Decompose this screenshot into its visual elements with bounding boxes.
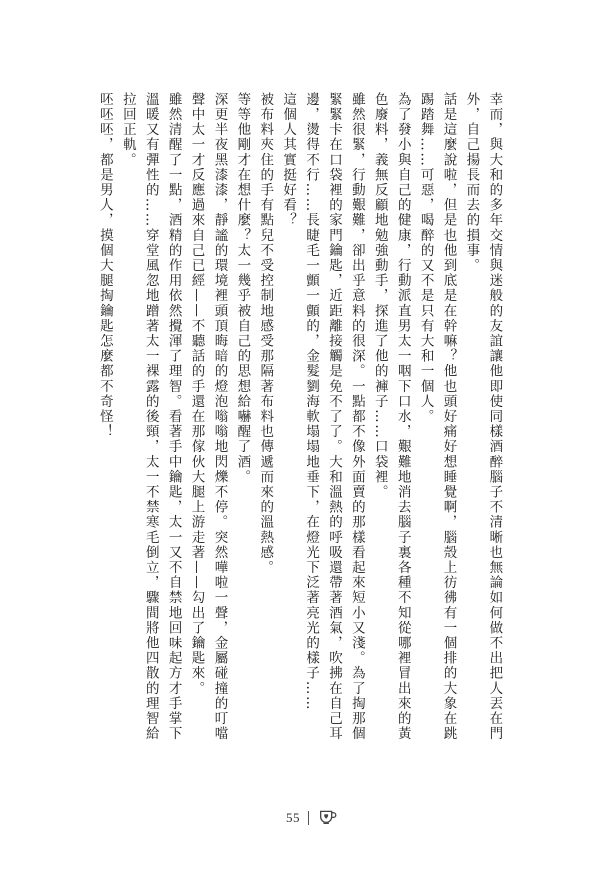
paragraph-1: 幸而，與大和的多年交情與迷般的友誼讓他即使同樣酒醉腦子不清晰也無論如何做不出把人丟在門外，自己揚長而去的損事。 [463, 92, 503, 742]
vertical-text-column [93, 92, 505, 752]
paragraph-5: 這個人其實挺好看？ [280, 92, 297, 228]
body-text [93, 92, 513, 752]
paragraph-4: 雖然很緊，行動艱難，卻出乎意料的很深。一點都不像外面賣的那樣看起來短小又淺。為了掏那個緊緊卡在口袋裡的家門鑰匙，近距離接觸是免不了了。大和溫熱的呼吸還帶著酒氣，吹拂在自己耳邊，燙得不行……長睫毛一顫一顫的，金髮劉海軟塌塌地垂下，在燈光下泛著亮光的樣子…… [303, 92, 365, 742]
paragraph-3: 為了發小與自己的健康，行動派直男太一咽下口水，艱難地消去腦子裏各種不知從哪裡冒出來的黃色廢料，義無反顧地勉強動手，探進了他的褲子……口袋裡。 [371, 92, 411, 742]
page-number: 55 [286, 810, 300, 825]
footer-divider [308, 811, 309, 825]
paragraph-8: 深更半夜黑漆漆，靜謐的環境裡頭頂晦暗的燈泡嗡嗡地閃爍不停。突然嘩啦一聲，金屬碰撞的叮噹聲中太一才反應過來自己已經——不聽話的手還在那傢伙大腿上游走著——勾出了鑰匙來。 [188, 92, 228, 742]
paragraph-7: 等等他剛才在想什麼？太一幾乎被自己的思想給嚇醒了酒。 [234, 92, 251, 485]
cup-heart-icon [317, 805, 339, 832]
page-footer [286, 806, 339, 830]
paragraph-9: 雖然清醒了一點，酒精的作用依然攪渾了理智。看著手中鑰匙，太一又不自禁地回味起方才手掌下溫暖又有彈性的……穿堂風忽地蹭著太一裸露的後頸，太一不禁寒毛倒立，驟間將他四散的理智給拉回正軌。 [119, 92, 182, 742]
paragraph-6: 被布料夾住的手有點兒不受控制地感受那隔著布料也傳遞而來的溫熱感。 [257, 92, 274, 576]
paragraph-10: 呸呸呸，都是男人，摸個大腿掏鑰匙怎麼都不奇怪！ [96, 92, 113, 440]
paragraph-2: 話是這麼說啦，但是也他到底是在幹嘛？他也頭好痛好想睡覺啊，腦殼上彷彿有一個排的大象在跳踢踏舞……可惡，喝醉的又不是只有大和一個人。 [417, 92, 457, 742]
